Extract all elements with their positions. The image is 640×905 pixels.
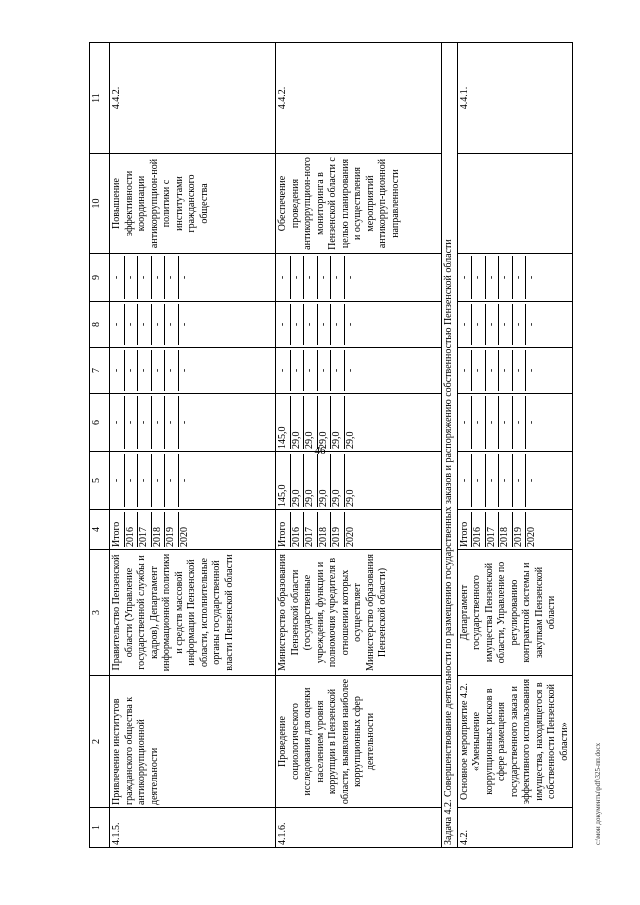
- value: -: [526, 322, 538, 327]
- year-value: 2020: [526, 527, 538, 547]
- value: -: [178, 275, 190, 280]
- value: -: [165, 396, 179, 449]
- value: -: [526, 275, 538, 280]
- value: -: [152, 396, 166, 449]
- value: -: [486, 396, 500, 449]
- value: -: [152, 256, 166, 299]
- value: -: [277, 304, 291, 345]
- header-cell: 11: [90, 43, 110, 154]
- value: -: [125, 256, 139, 299]
- funding-local-cell: [276, 302, 442, 348]
- value: 145,0: [277, 396, 291, 449]
- header-cell: 3: [90, 550, 110, 676]
- executor: Правительство Пензенской области (Управление государственной службы и кадров), Департамент информационной политики и средств массовой информации Пензенской области, исполнительные органы государственной власти Пензенской области: [110, 550, 276, 676]
- value: -: [138, 454, 152, 507]
- value: 29,0: [344, 489, 356, 507]
- value: -: [165, 350, 179, 391]
- value: 29,0: [331, 396, 345, 449]
- funding-total-cell: [276, 452, 442, 510]
- measure-name: Проведение социологического исследования для оценки населением уровня коррупции в Пензенской области, выявления наиболее коррупционных сфер деятельности: [276, 676, 442, 808]
- value: -: [331, 304, 345, 345]
- year-value: 2018: [318, 512, 332, 547]
- value: -: [331, 256, 345, 299]
- value: 29,0: [331, 454, 345, 507]
- value: -: [152, 350, 166, 391]
- value: -: [526, 368, 538, 373]
- value: -: [344, 322, 356, 327]
- value: -: [499, 396, 513, 449]
- years-cell: [457, 510, 573, 550]
- value: -: [152, 304, 166, 345]
- value: -: [291, 304, 305, 345]
- value: 29,0: [304, 396, 318, 449]
- value: -: [513, 350, 527, 391]
- measure-name: Привлечение институтов гражданского общества к антикоррупционной деятельности: [110, 676, 276, 808]
- value: -: [304, 304, 318, 345]
- value: -: [318, 304, 332, 345]
- year-value: 2017: [486, 512, 500, 547]
- value: -: [472, 304, 486, 345]
- funding-federal-cell: [110, 348, 276, 394]
- header-cell: 5: [90, 452, 110, 510]
- header-cell: 1: [90, 808, 110, 848]
- value: -: [318, 350, 332, 391]
- value: -: [472, 454, 486, 507]
- year-value: 2017: [138, 512, 152, 547]
- value: -: [472, 396, 486, 449]
- value: -: [459, 454, 473, 507]
- funding-regional-cell: [276, 394, 442, 452]
- value: -: [304, 350, 318, 391]
- indicator-link: 4.4.1.: [457, 43, 573, 154]
- header-cell: 8: [90, 302, 110, 348]
- value: -: [125, 396, 139, 449]
- value: 29,0: [291, 454, 305, 507]
- value: -: [526, 478, 538, 483]
- value: -: [486, 454, 500, 507]
- value: -: [526, 420, 538, 425]
- year-value: 2016: [291, 512, 305, 547]
- expected-result: Обеспечение проведения антикоррупцион-ного мониторинга в Пензенской области с целью планирования и осуществления мероприятий антикорруп-ционной направленности: [276, 154, 442, 254]
- value: 29,0: [318, 396, 332, 449]
- value: -: [111, 454, 125, 507]
- value: -: [486, 256, 500, 299]
- table-row: [457, 43, 573, 848]
- row-number: 4.1.5.: [110, 808, 276, 848]
- value: -: [472, 256, 486, 299]
- page-number: 46: [314, 445, 326, 457]
- year-value: 2019: [513, 512, 527, 547]
- value: -: [459, 350, 473, 391]
- rotated-table-container: [89, 43, 569, 848]
- value: -: [138, 396, 152, 449]
- value: -: [125, 454, 139, 507]
- value: -: [125, 304, 139, 345]
- program-measures-table: [89, 42, 573, 848]
- value: -: [513, 396, 527, 449]
- value: -: [513, 304, 527, 345]
- value: -: [291, 350, 305, 391]
- header-cell: 9: [90, 254, 110, 302]
- funding-other-cell: [110, 254, 276, 302]
- year-value: Итого: [459, 512, 473, 547]
- funding-regional-cell: [457, 394, 573, 452]
- funding-other-cell: [276, 254, 442, 302]
- value: 29,0: [344, 431, 356, 449]
- year-value: 2019: [331, 512, 345, 547]
- measure-name: Основное мероприятие 4.2. «Уменьшение коррупционных рисков в сфере размещения государственного заказа и эффективного использования имущества, находящегося в собственности Пензенской области»: [457, 676, 573, 808]
- value: 145,0: [277, 454, 291, 507]
- years-cell: [110, 510, 276, 550]
- value: -: [277, 350, 291, 391]
- year-value: 2018: [152, 512, 166, 547]
- funding-regional-cell: [110, 394, 276, 452]
- executor: Министерство образования Пензенской области (государственные учреждения, функции и полномочия учредителя в отношении которых осуществляет Министерство образования Пензенской области): [276, 550, 442, 676]
- year-value: 2018: [499, 512, 513, 547]
- value: 29,0: [304, 454, 318, 507]
- header-cell: 4: [90, 510, 110, 550]
- task-heading: Задача 4.2. Совершенствование деятельности по размещению государственных заказов и распоряжению собственностью Пензенской области: [442, 43, 458, 848]
- funding-other-cell: [457, 254, 573, 302]
- value: -: [472, 350, 486, 391]
- funding-federal-cell: [457, 348, 573, 394]
- value: -: [499, 350, 513, 391]
- funding-federal-cell: [276, 348, 442, 394]
- table-row: [276, 43, 442, 848]
- value: -: [277, 256, 291, 299]
- value: -: [165, 304, 179, 345]
- year-value: 2016: [472, 512, 486, 547]
- years-cell: [276, 510, 442, 550]
- value: -: [513, 454, 527, 507]
- value: -: [111, 256, 125, 299]
- task-row: [442, 43, 458, 848]
- table-row: [110, 43, 276, 848]
- value: -: [111, 350, 125, 391]
- value: -: [499, 304, 513, 345]
- value: -: [111, 304, 125, 345]
- header-cell: 2: [90, 676, 110, 808]
- funding-total-cell: [110, 452, 276, 510]
- value: 29,0: [318, 454, 332, 507]
- year-value: 2019: [165, 512, 179, 547]
- year-value: 2020: [344, 527, 356, 547]
- funding-local-cell: [457, 302, 573, 348]
- year-value: 2017: [304, 512, 318, 547]
- header-cell: 6: [90, 394, 110, 452]
- year-value: Итого: [111, 512, 125, 547]
- value: -: [499, 256, 513, 299]
- funding-local-cell: [110, 302, 276, 348]
- indicator-link: 4.4.2.: [110, 43, 276, 154]
- value: -: [486, 304, 500, 345]
- year-value: 2020: [178, 527, 190, 547]
- value: 29,0: [291, 396, 305, 449]
- header-cell: 7: [90, 348, 110, 394]
- value: -: [344, 368, 356, 373]
- expected-result: Повышение эффективности координации антикоррупцион-ной политики с институтами гражданского общества: [110, 154, 276, 254]
- value: -: [344, 275, 356, 280]
- expected-result: [457, 154, 573, 254]
- value: -: [165, 454, 179, 507]
- header-cell: 10: [90, 154, 110, 254]
- value: -: [111, 396, 125, 449]
- value: -: [486, 350, 500, 391]
- footer-file-path: c:\мои документы\pdf\325-пп.docx: [594, 742, 602, 845]
- value: -: [178, 478, 190, 483]
- value: -: [138, 304, 152, 345]
- funding-total-cell: [457, 452, 573, 510]
- year-value: Итого: [277, 512, 291, 547]
- value: -: [165, 256, 179, 299]
- value: -: [125, 350, 139, 391]
- value: -: [318, 256, 332, 299]
- row-number: 4.1.6.: [276, 808, 442, 848]
- value: -: [138, 350, 152, 391]
- value: -: [331, 350, 345, 391]
- value: -: [178, 420, 190, 425]
- value: -: [459, 396, 473, 449]
- value: -: [178, 322, 190, 327]
- value: -: [513, 256, 527, 299]
- executor: Департамент государственного имущества Пензенской области, Управление по регулированию контрактной системы и закупкам Пензенской области: [457, 550, 573, 676]
- row-number: 4.2.: [457, 808, 573, 848]
- value: -: [499, 454, 513, 507]
- value: -: [138, 256, 152, 299]
- value: -: [459, 304, 473, 345]
- value: -: [178, 368, 190, 373]
- value: -: [304, 256, 318, 299]
- header-row: [90, 43, 110, 848]
- indicator-link: 4.4.2.: [276, 43, 442, 154]
- value: -: [291, 256, 305, 299]
- year-value: 2016: [125, 512, 139, 547]
- value: -: [152, 454, 166, 507]
- value: -: [459, 256, 473, 299]
